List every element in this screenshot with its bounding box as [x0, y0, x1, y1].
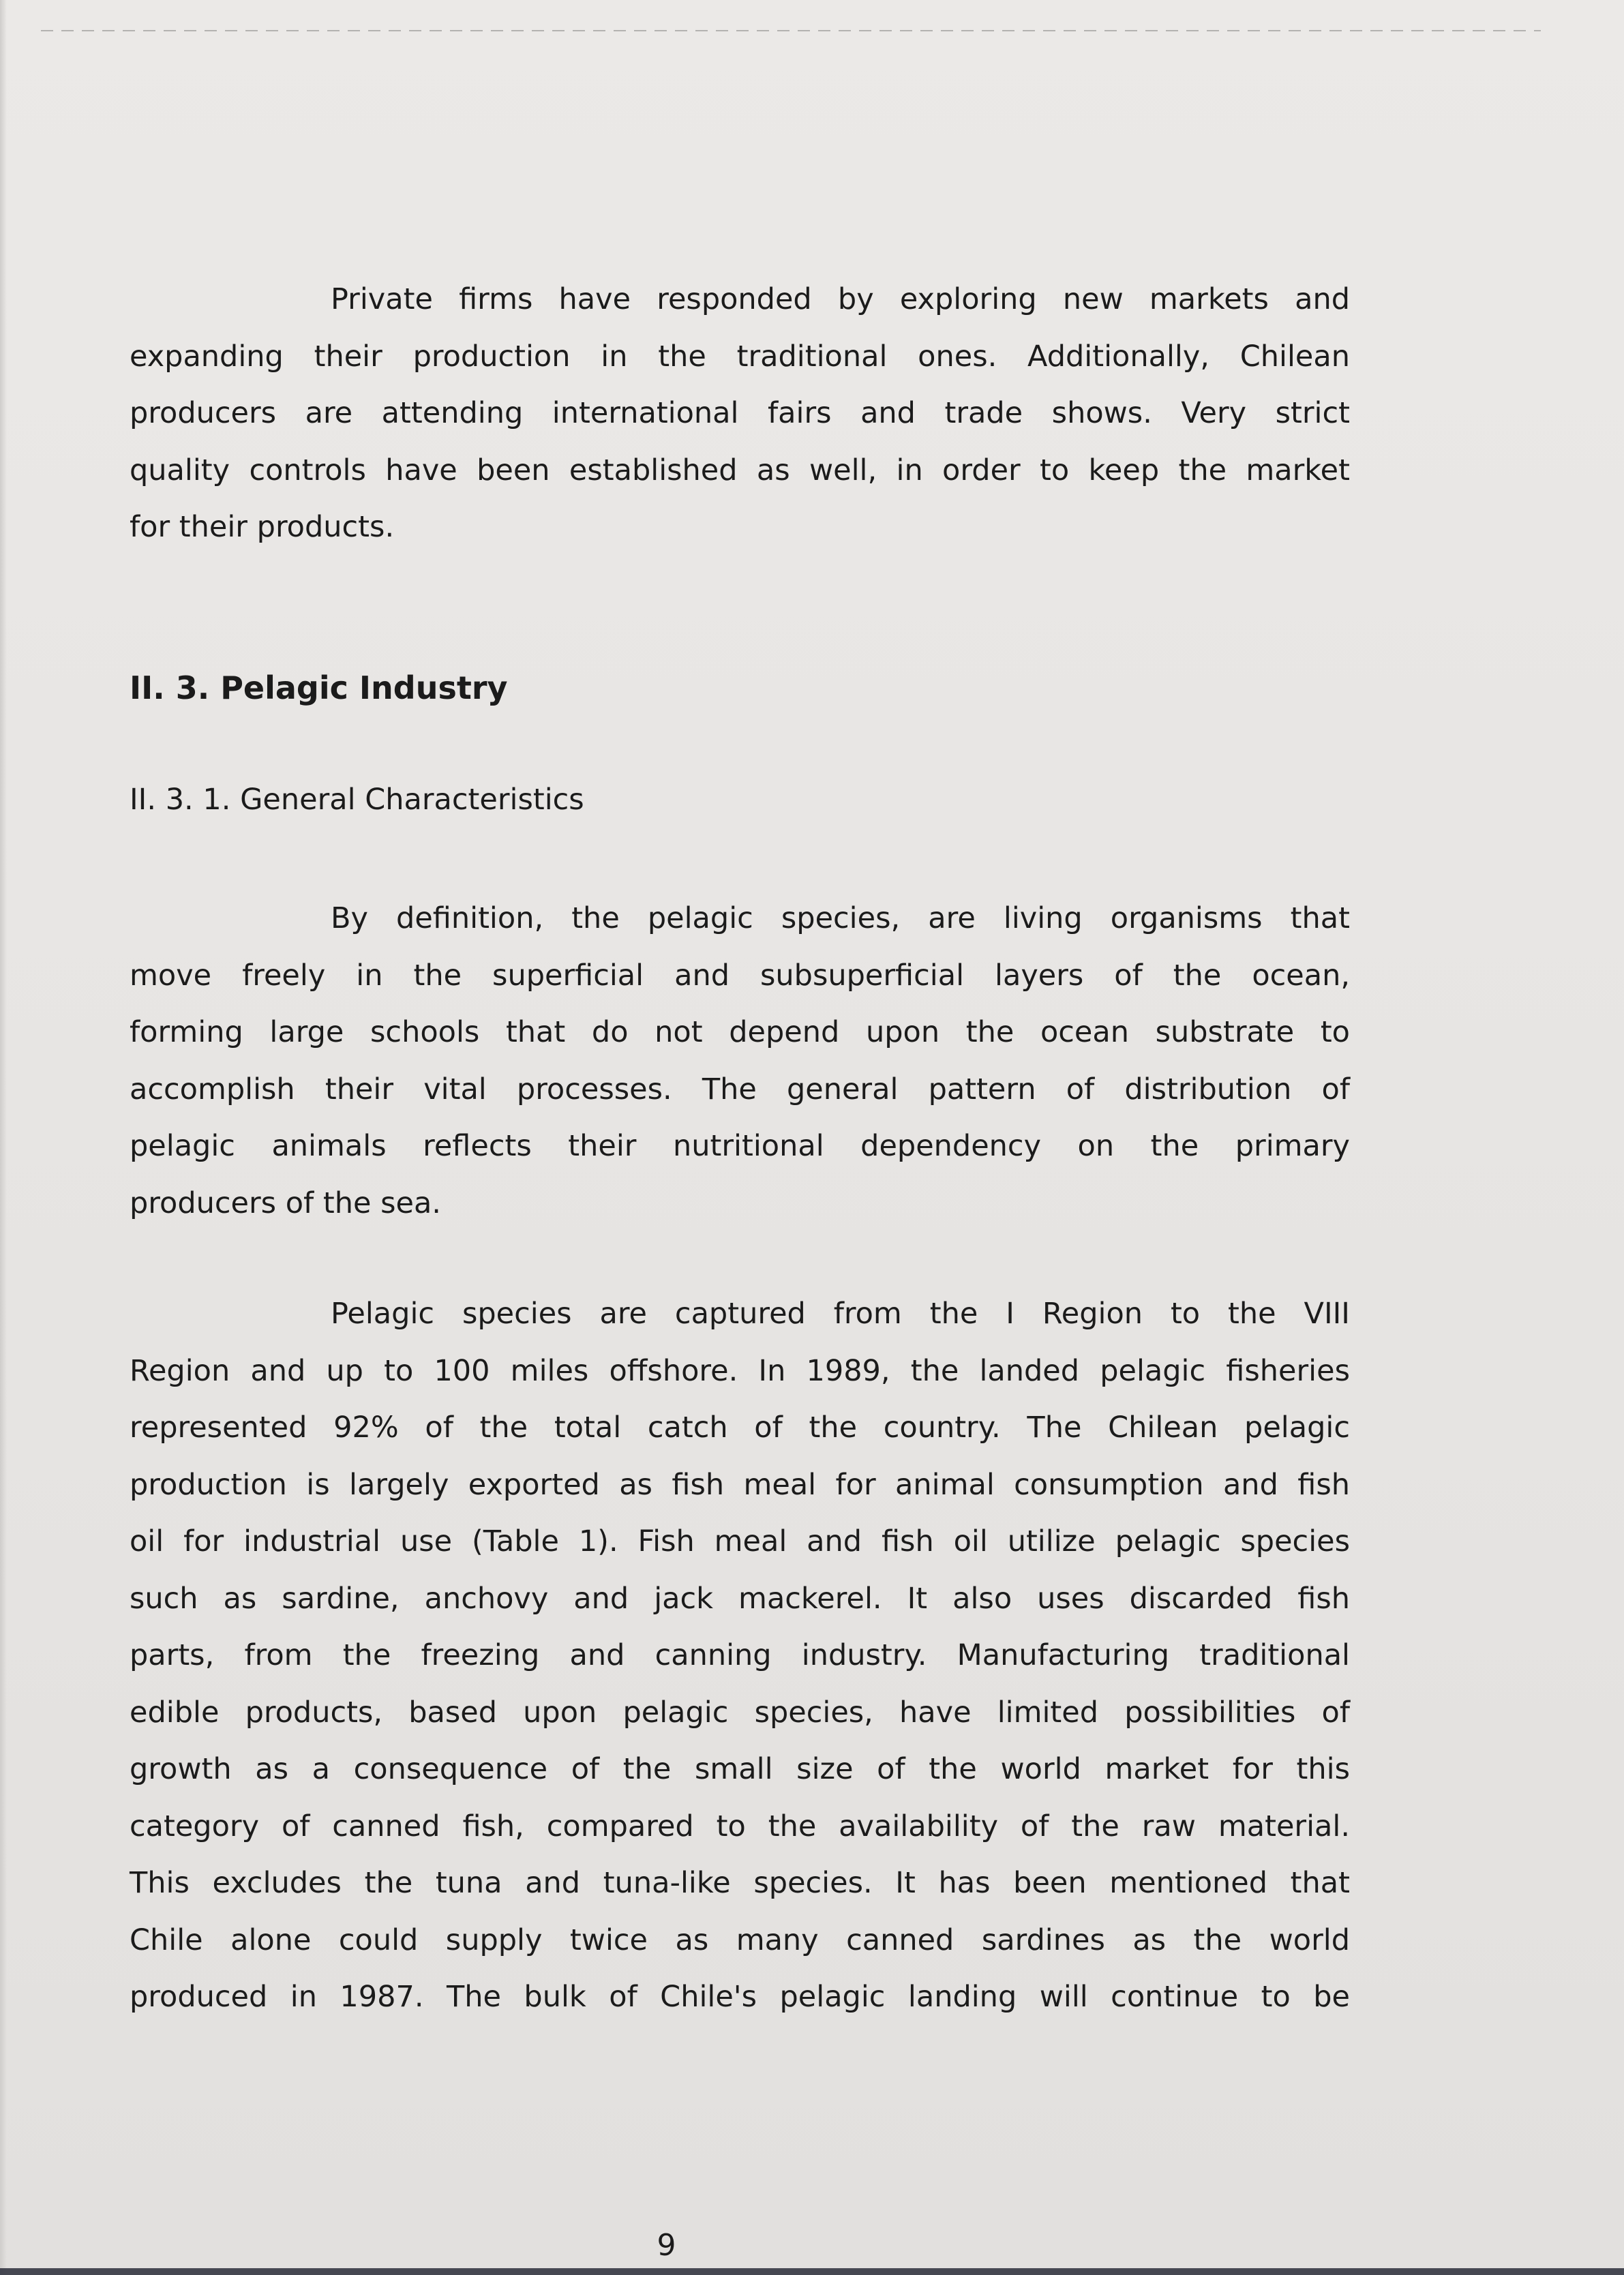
text-line: Chile alone could supply twice as many canned sardines as the world [130, 1923, 1350, 1957]
text-line: accomplish their vital processes. The general pattern of distribution of [130, 1072, 1350, 1106]
page-edge-shadow [0, 0, 7, 2275]
text-line: parts, from the freezing and canning industry. Manufacturing traditional [130, 1638, 1350, 1672]
text-line: Pelagic species are captured from the I Region to the VIII [331, 1297, 1350, 1331]
subsection-heading: II. 3. 1. General Characteristics [130, 783, 584, 817]
text-line: Region and up to 100 miles offshore. In 1989, the landed pelagic fisheries [130, 1353, 1350, 1388]
text-line: producers of the sea. [130, 1186, 441, 1220]
paragraph-pelagic-capture [130, 1286, 1350, 2026]
text-line: This excludes the tuna and tuna-like species. It has been mentioned that [130, 1866, 1350, 1900]
text-line: edible products, based upon pelagic species, have limited possibilities of [130, 1695, 1350, 1730]
text-line: pelagic animals reflects their nutritional dependency on the primary [130, 1129, 1350, 1163]
text-line: produced in 1987. The bulk of Chile's pelagic landing will continue to be [130, 1980, 1350, 2014]
text-line: represented 92% of the total catch of the country. The Chilean pelagic [130, 1411, 1350, 1445]
paragraph-text [130, 1286, 1350, 2026]
paragraph-text [130, 271, 1350, 556]
page-number: 9 [657, 2228, 676, 2263]
text-line: producers are attending international fairs and trade shows. Very strict [130, 396, 1350, 430]
text-line: expanding their production in the traditional ones. Additionally, Chilean [130, 339, 1350, 374]
text-line: By definition, the pelagic species, are living organisms that [331, 901, 1350, 935]
text-line: quality controls have been established as well, in order to keep the market [130, 453, 1350, 487]
text-line: Private firms have responded by exploring new markets and [331, 282, 1350, 316]
paragraph-text [130, 890, 1350, 1232]
text-line: for their products. [130, 510, 395, 544]
text-line: category of canned fish, compared to the availability of the raw material. [130, 1809, 1350, 1843]
text-line: move freely in the superficial and subsuperficial layers of the ocean, [130, 958, 1350, 993]
text-line: such as sardine, anchovy and jack mackerel. It also uses discarded fish [130, 1581, 1350, 1616]
scan-bottom-edge [0, 2268, 1624, 2275]
text-line: production is largely exported as fish meal for animal consumption and fish [130, 1467, 1350, 1502]
paragraph-private-firms [130, 271, 1350, 556]
paragraph-definition [130, 890, 1350, 1232]
section-heading: II. 3. Pelagic Industry [130, 669, 508, 706]
text-line: growth as a consequence of the small size of the world market for this [130, 1752, 1350, 1786]
text-line: oil for industrial use (Table 1). Fish meal and fish oil utilize pelagic species [130, 1524, 1350, 1558]
text-line: forming large schools that do not depend upon the ocean substrate to [130, 1015, 1350, 1049]
top-scan-line [41, 30, 1541, 31]
